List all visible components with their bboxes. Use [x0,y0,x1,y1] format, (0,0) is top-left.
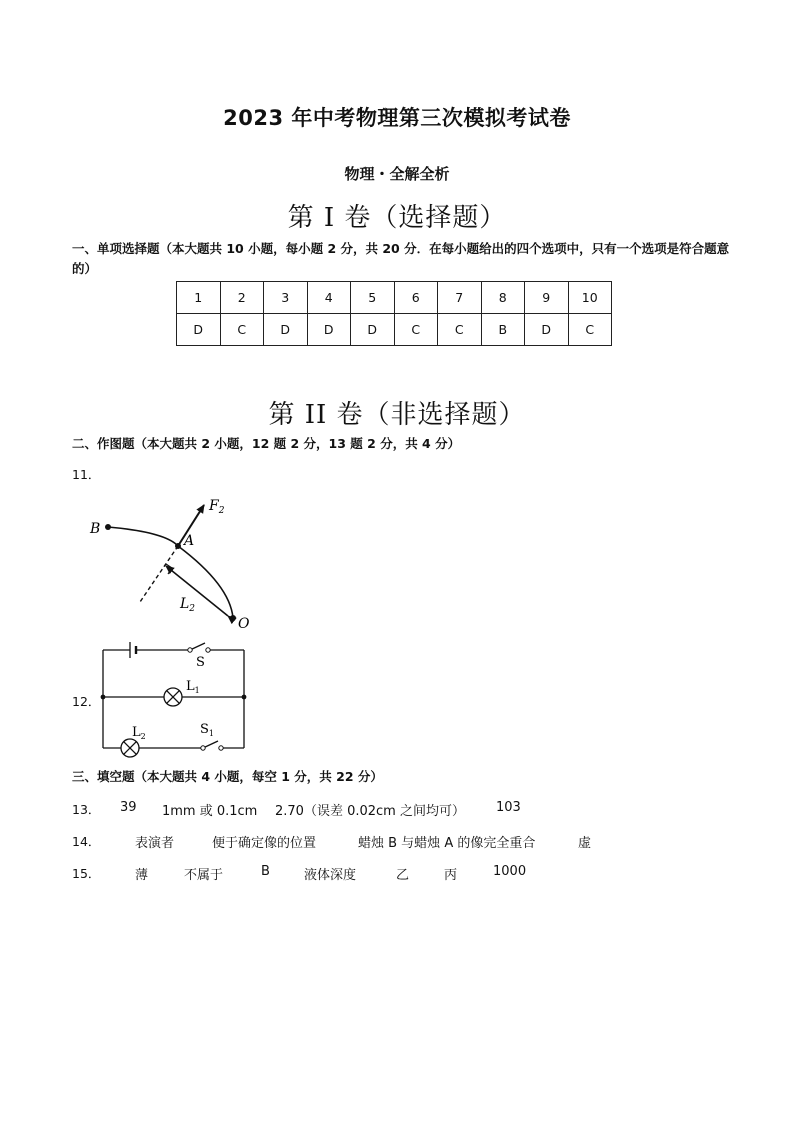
question-15-number: 15． [72,866,101,881]
table-cell: C [438,314,482,346]
part1-heading: 第 I 卷（选择题） [287,203,507,233]
answer-15-1: 薄 [135,868,149,883]
label-o: O [238,616,250,632]
question-12-number: 12． [72,694,101,709]
answer-table-number-row [177,282,612,314]
question-14-number: 14． [72,834,101,849]
part2-heading: 第 II 卷（非选择题） [268,400,526,430]
label-f2: $F_2$ [209,498,225,516]
table-cell: 5 [351,282,395,314]
lever-diagram [80,490,280,640]
question-11-number: 11． [72,467,101,482]
answer-13-2: 1mm 或 0.1cm [162,804,258,819]
answer-14-3: 蜡烛 B 与蜡烛 A 的像完全重合 [358,836,536,851]
table-cell: 2 [220,282,264,314]
table-cell: C [568,314,612,346]
table-cell: 7 [438,282,482,314]
answer-14-4: 虚 [578,836,592,851]
point-a [175,543,181,549]
table-cell: 4 [307,282,351,314]
label-l2: $L_2$ [180,596,196,614]
arm-arrow [166,566,228,616]
label-l2: $L_2$ [132,725,146,741]
table-cell: D [177,314,221,346]
label-a: A [184,533,195,549]
table-cell: D [307,314,351,346]
label-l1: $L_1$ [186,679,200,695]
page-subtitle: 物理・全解全析 [344,165,450,183]
answer-table [176,281,612,346]
label-s1: $S_1$ [200,722,214,738]
section1-label: 一、单项选择题（本大题共 10 小题，每小题 2 分，共 20 分．在每小题给出的四个选项中，只有一个选项是符合题意的） [72,241,730,276]
label-s: S [196,655,205,670]
answer-15-7: 1000 [493,864,527,879]
table-cell: C [394,314,438,346]
section3-label: 三、填空题（本大题共 4 小题，每空 1 分，共 22 分） [72,769,383,784]
answer-15-4: 液体深度 [304,868,357,883]
question-13-number: 13． [72,802,101,817]
answer-15-6: 丙 [444,868,458,883]
dashed-line [140,546,178,602]
circuit-diagram [98,640,253,760]
table-cell: D [264,314,308,346]
answer-13-4: 103 [496,800,521,815]
page-title: 2023 年中考物理第三次模拟考试卷 [223,106,571,130]
answer-13-1: 39 [120,800,137,815]
table-cell: D [351,314,395,346]
answer-15-2: 不属于 [184,868,224,883]
junction-right [242,695,247,700]
answer-13-3: 2.70（误差 0.02cm 之间均可） [275,804,465,819]
junction-left [101,695,106,700]
answer-14-1: 表演者 [135,836,175,851]
answer-14-2: 便于确定像的位置 [212,836,317,851]
table-cell: 3 [264,282,308,314]
table-cell: D [525,314,569,346]
answer-15-3: B [261,864,270,879]
answer-15-5: 乙 [396,868,410,883]
section2-label: 二、作图题（本大题共 2 小题，12 题 2 分，13 题 2 分，共 4 分） [72,436,461,451]
table-cell: B [481,314,525,346]
answer-table-answer-row [177,314,612,346]
table-cell: 1 [177,282,221,314]
table-cell: 10 [568,282,612,314]
table-cell: 6 [394,282,438,314]
point-b [105,524,111,530]
label-b: B [90,521,101,537]
point-o [230,615,236,621]
table-cell: 9 [525,282,569,314]
table-cell: 8 [481,282,525,314]
table-cell: C [220,314,264,346]
